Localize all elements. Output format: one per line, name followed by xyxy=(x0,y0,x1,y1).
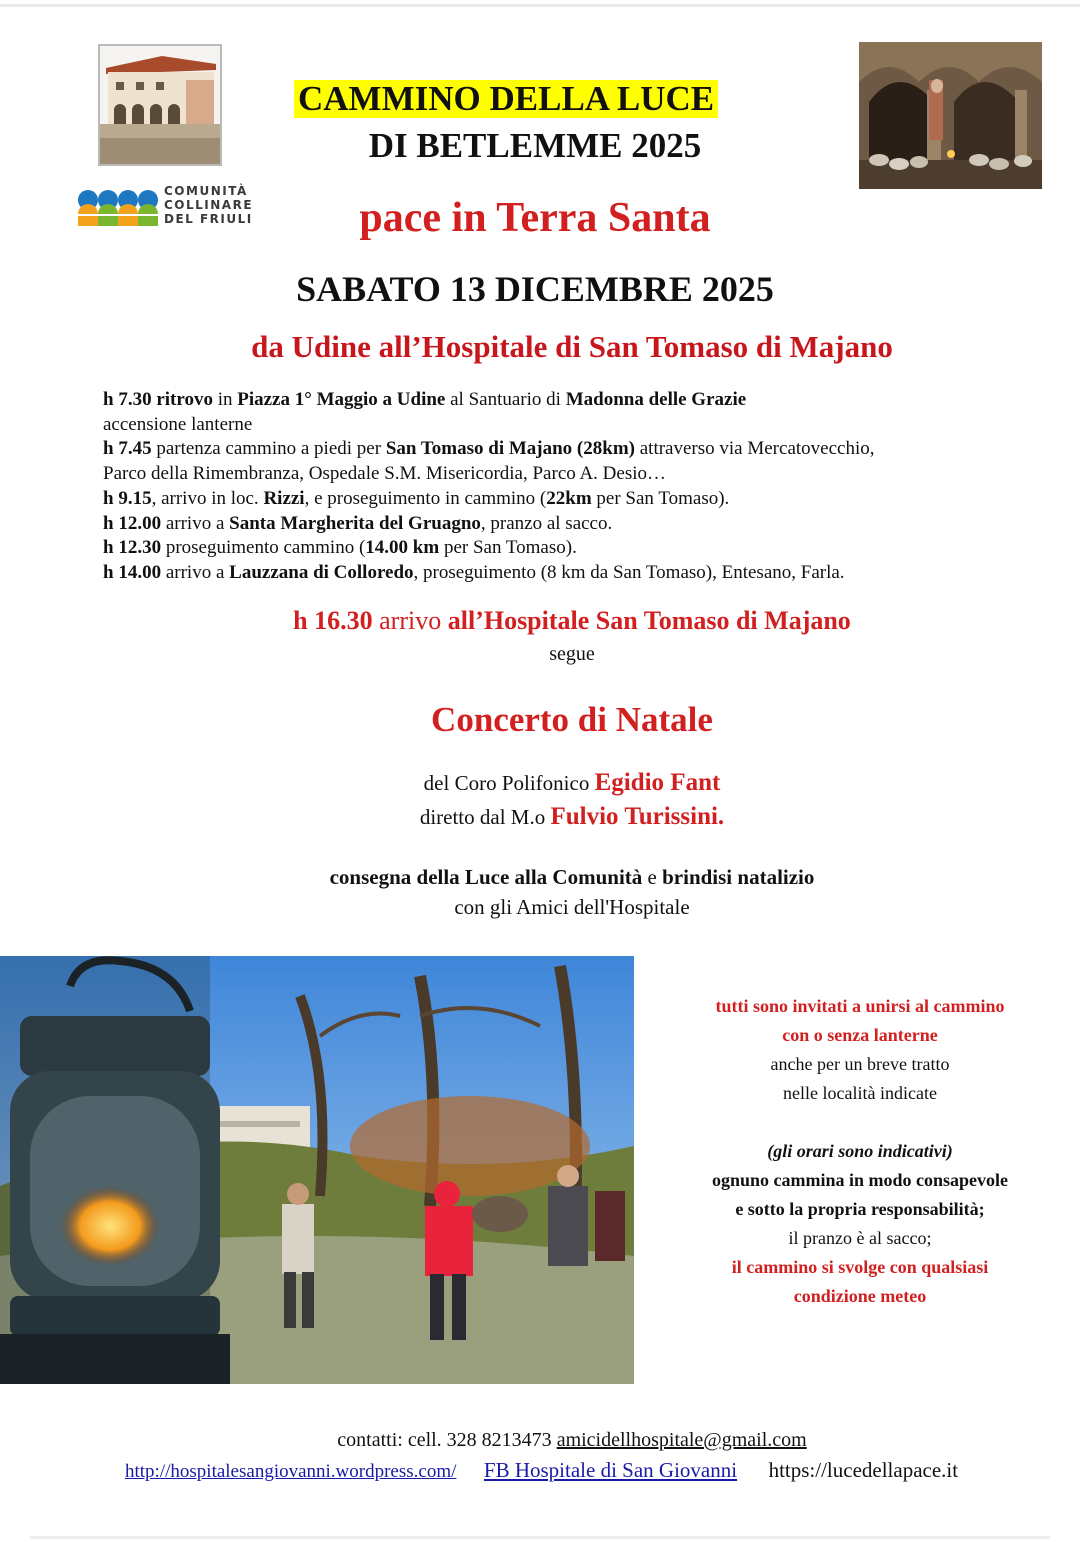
schedule-line: h 7.30 ritrovo in Piazza 1° Maggio a Udine al Santuario di Madonna delle Grazie xyxy=(103,389,747,410)
segue-text: segue xyxy=(549,643,595,665)
schedule xyxy=(103,388,1043,586)
bottom-border xyxy=(30,1536,1050,1539)
contacts-line: contatti: cell. 328 8213473 amicidellhospitale@gmail.com xyxy=(337,1429,807,1451)
event-route: da Udine all’Hospitale di San Tomaso di Majano xyxy=(251,329,893,364)
schedule-line: h 12.00 arrivo a Santa Margherita del Gruagno, pranzo al sacco. xyxy=(103,512,613,534)
comunita-collinare-text: COMUNITÀ COLLINARE DEL FRIULI xyxy=(164,184,254,226)
wordpress-link[interactable]: http://hospitalesangiovanni.wordpress.com/ xyxy=(125,1461,457,1482)
schedule-line: h 14.00 arrivo a Lauzzana di Colloredo, proseguimento (8 km da San Tomaso), Entesano, Farla. xyxy=(103,561,845,583)
event-subtitle: pace in Terra Santa xyxy=(359,195,711,241)
concert-details: del Coro Polifonico Egidio Fant diretto dal M.o Fulvio Turissini. xyxy=(419,769,725,830)
event-date: SABATO 13 DICEMBRE 2025 xyxy=(296,269,774,309)
schedule-line: h 9.15, arrivo in loc. Rizzi, e proseguimento in cammino (22km per San Tomaso). xyxy=(103,487,730,509)
event-title-line2: DI BETLEMME 2025 xyxy=(368,126,702,165)
event-title-line1: CAMMINO DELLA LUCE xyxy=(294,80,718,118)
light-delivery: consegna della Luce alla Comunità e brindisi natalizio con gli Amici dell'Hospitale xyxy=(329,865,815,919)
links-line xyxy=(125,1456,1065,1486)
arrival-line: h 16.30 arrivo all’Hospitale San Tomaso di Majano xyxy=(293,606,851,635)
schedule-line: accensione lanterne xyxy=(103,413,253,435)
email-link[interactable]: amicidellhospitale@gmail.com xyxy=(556,1429,807,1451)
participation-notes: tutti sono invitati a unirsi al cammino con o senza lanterne anche per un breve tratto nelle località indicate (gli orari sono indicativi) ognuno cammina in modo consapevole e sotto la propria responsabilità; il pranzo è al sacco; il cammino si svolge con qualsiasi condizione meteo xyxy=(711,996,1009,1306)
hospitale-logo xyxy=(98,44,222,166)
nativity-photo xyxy=(859,42,1042,189)
concert-title: Concerto di Natale xyxy=(431,700,713,739)
walkers-photo xyxy=(0,956,634,1384)
schedule-line: h 7.45 partenza cammino a piedi per San Tomaso di Majano (28km) attraverso via Mercatovecchio, xyxy=(103,438,875,460)
schedule-line: h 12.30 proseguimento cammino (14.00 km per San Tomaso). xyxy=(103,537,577,559)
lucedellapace-link[interactable]: https://lucedellapace.it xyxy=(768,1458,959,1482)
facebook-link[interactable]: FB Hospitale di San Giovanni xyxy=(483,1458,738,1482)
schedule-line: Parco della Rimembranza, Ospedale S.M. Misericordia, Parco A. Desio… xyxy=(103,463,666,485)
top-border xyxy=(0,4,1080,7)
